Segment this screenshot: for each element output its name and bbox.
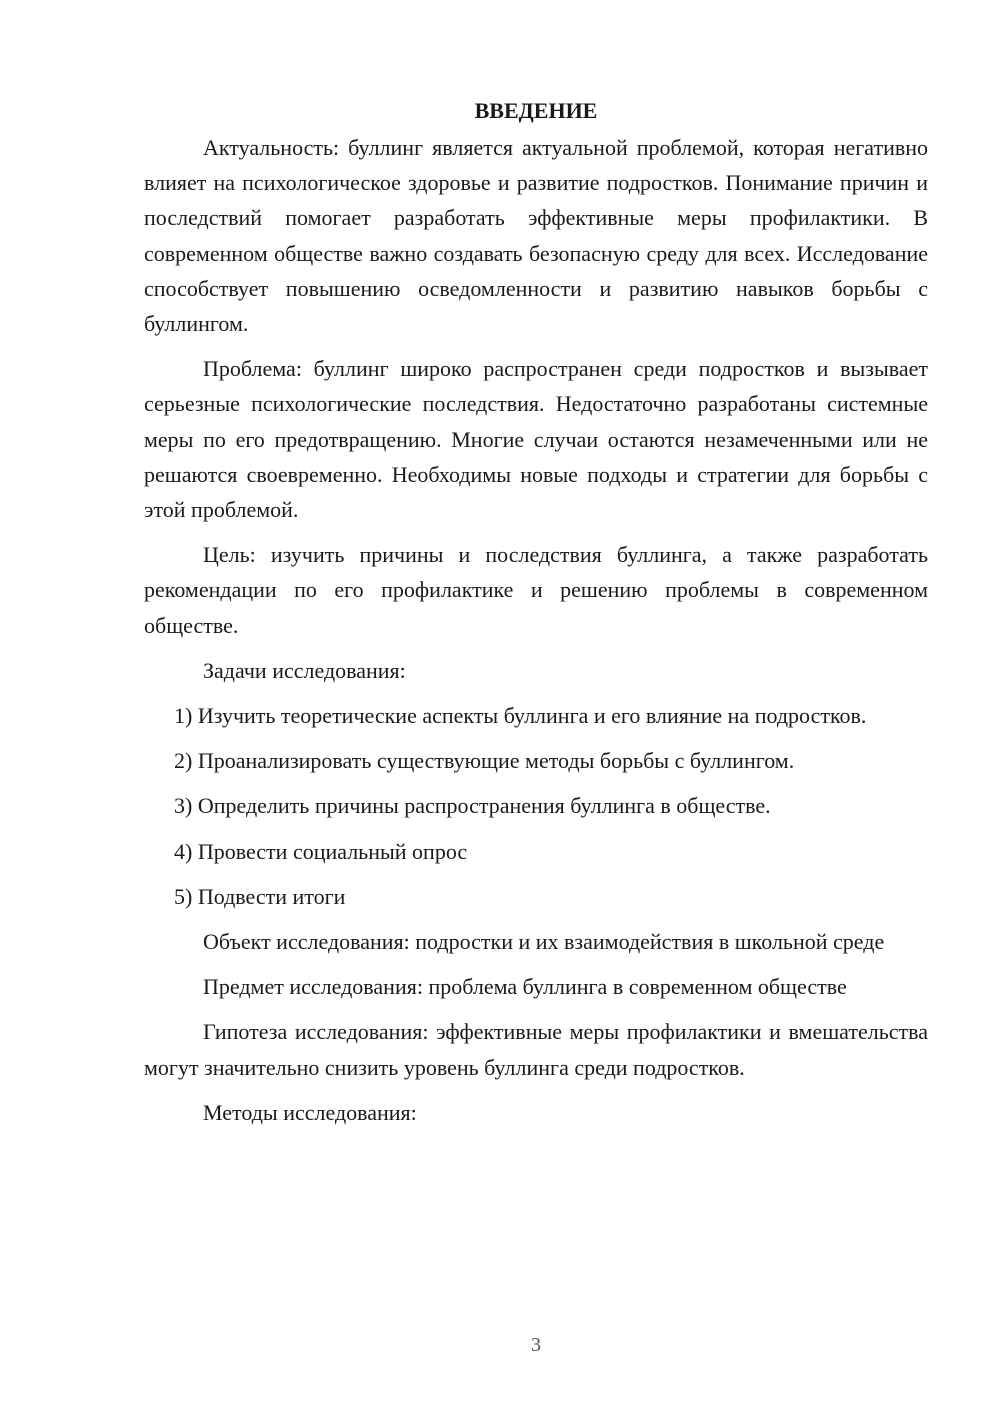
- paragraph-methods: Методы исследования:: [203, 1099, 417, 1125]
- task-item-5: 5) Подвести итоги: [174, 883, 346, 909]
- paragraph-subject: Предмет исследования: проблема буллинга в современном обществе: [203, 974, 847, 1000]
- paragraph-hypothesis: Гипотеза исследования: эффективные меры профилактики и вмешательства могут значительно снизить уровень буллинга среди подростков.: [144, 1019, 928, 1080]
- task-item-4: 4) Провести социальный опрос: [174, 838, 468, 864]
- task-item-3: 3) Определить причины распространения буллинга в обществе.: [174, 793, 771, 819]
- page-number: 3: [531, 1334, 541, 1356]
- section-heading: ВВЕДЕНИЕ: [474, 98, 598, 123]
- task-item-1: 1) Изучить теоретические аспекты буллинга и его влияние на подростков.: [174, 703, 867, 729]
- paragraph-object: Объект исследования: подростки и их взаимодействия в школьной среде: [203, 929, 885, 955]
- paragraph-goal: Цель: изучить причины и последствия буллинга, а также разработать рекомендации по его профилактике и решению проблемы в современном обществе.: [144, 542, 928, 638]
- tasks-heading: Задачи исследования:: [203, 657, 406, 683]
- document-page: [144, 96, 928, 1140]
- paragraph-relevance: Актуальность: буллинг является актуальной проблемой, которая негативно влияет на психологическое здоровье и развитие подростков. Понимание причин и последствий помогает разработать эффективные меры профилактики. В современном обществе важно создавать безопасную среду для всех. Исследование способствует повышению осведомленности и развитию навыков борьбы с буллингом.: [144, 135, 928, 337]
- paragraph-problem: Проблема: буллинг широко распространен среди подростков и вызывает серьезные психологические последствия. Недостаточно разработаны системные меры по его предотвращению. Многие случаи остаются незамеченными или не решаются своевременно. Необходимы новые подходы и стратегии для борьбы с этой проблемой.: [144, 356, 928, 523]
- task-item-2: 2) Проанализировать существующие методы борьбы с буллингом.: [174, 748, 795, 774]
